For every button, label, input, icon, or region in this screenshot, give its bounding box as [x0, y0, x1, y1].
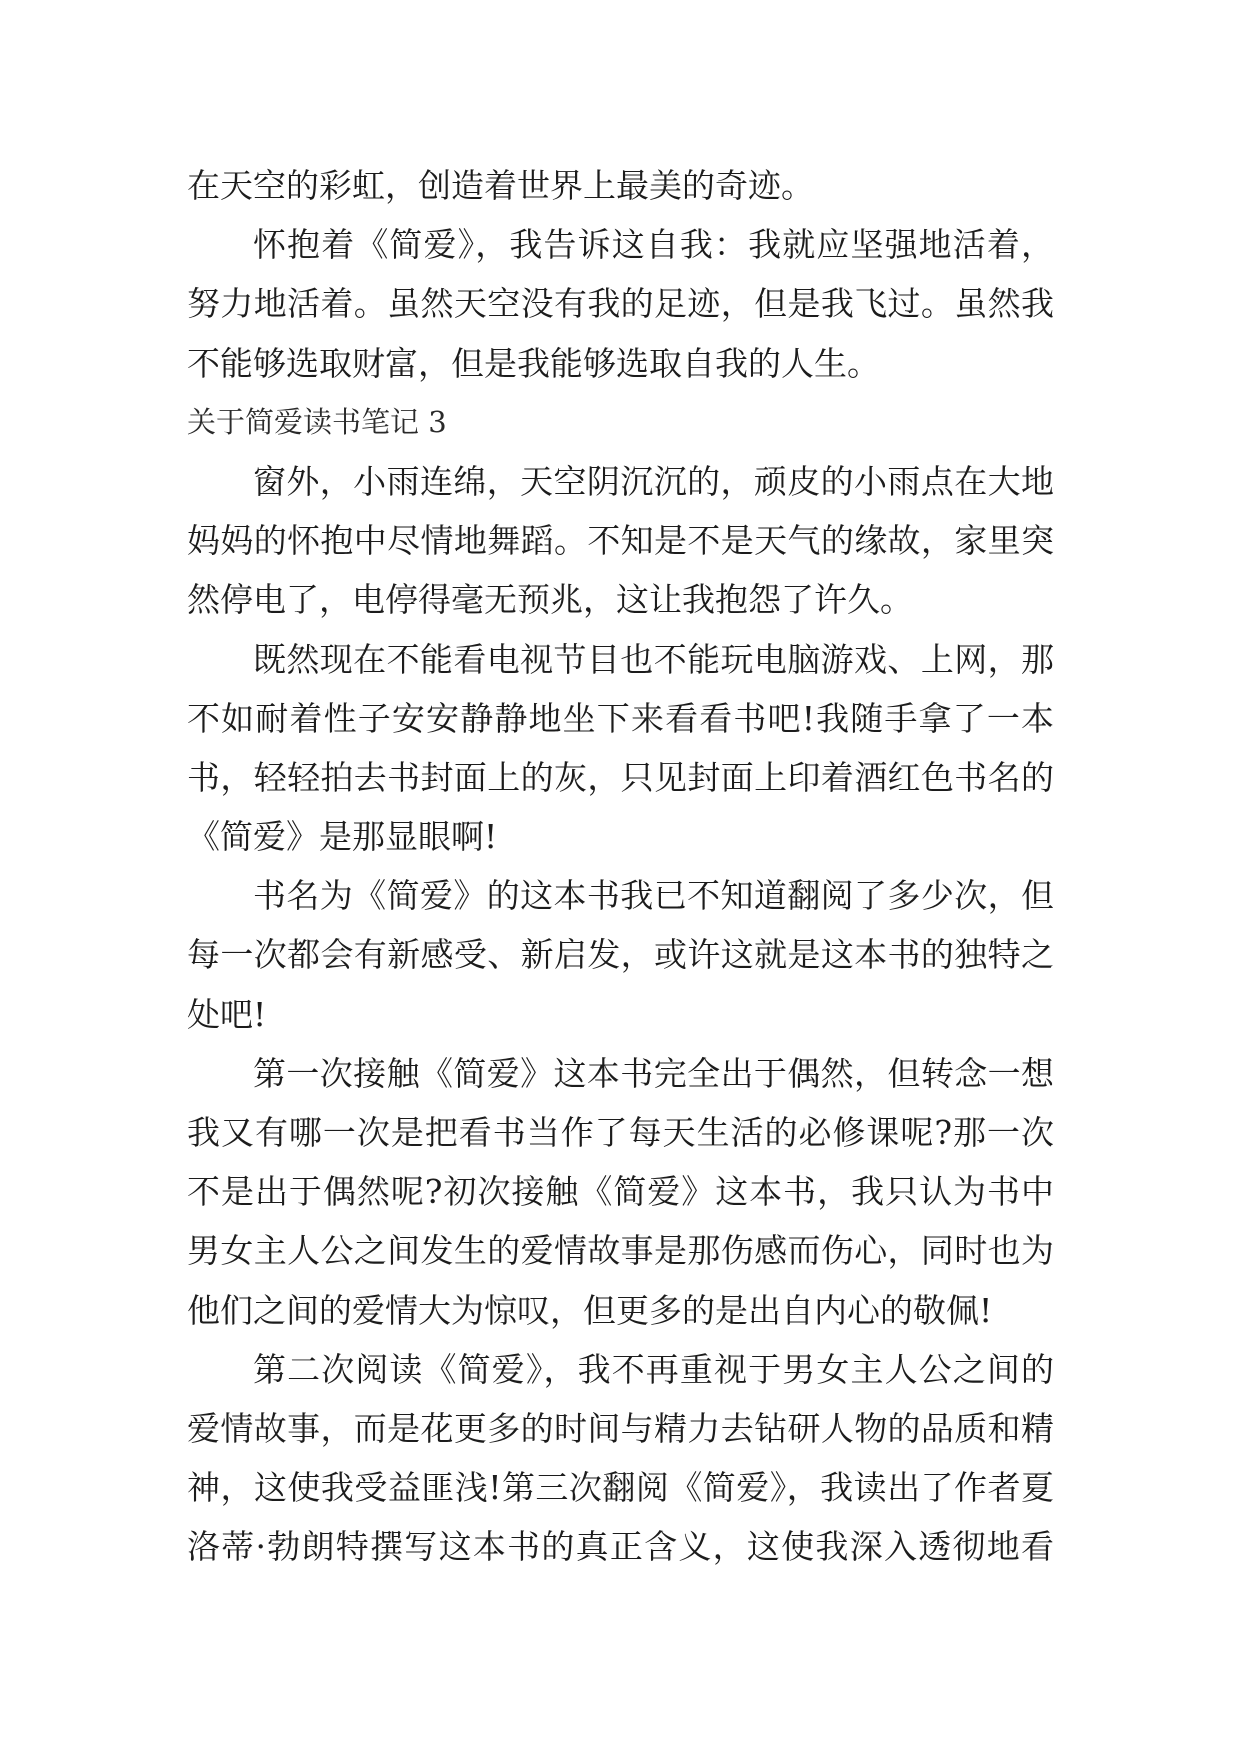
text-line: 妈妈的怀抱中尽情地舞蹈。不知是不是天气的缘故，家里突	[187, 521, 1054, 561]
text-line: 每一次都会有新感受、新启发，或许这就是这本书的独特之	[187, 935, 1054, 975]
text-line: 我又有哪一次是把看书当作了每天生活的必修课呢?那一次	[187, 1113, 1054, 1152]
text-line: 在天空的彩虹，创造着世界上最美的奇迹。	[187, 166, 814, 205]
text-line: 不是出于偶然呢?初次接触《简爱》这本书，我只认为书中	[187, 1172, 1054, 1212]
text-line: 第一次接触《简爱》这本书完全出于偶然，但转念一想	[253, 1053, 1054, 1093]
paragraph	[187, 215, 1054, 393]
text-line: 不如耐着性子安安静静地坐下来看看书吧!我随手拿了一本	[187, 698, 1054, 738]
paragraph	[187, 1340, 1054, 1577]
text-line: 男女主人公之间发生的爱情故事是那伤感而伤心，同时也为	[187, 1231, 1054, 1271]
text-line: 处吧!	[187, 994, 267, 1034]
paragraph	[187, 452, 1054, 630]
text-line: 怀抱着《简爱》，我告诉这自我：我就应坚强地活着，	[253, 225, 1054, 265]
text-line: 他们之间的爱情大为惊叹，但更多的是出自内心的敬佩!	[187, 1290, 993, 1330]
paragraph	[187, 866, 1054, 1044]
text-line: 不能够选取财富，但是我能够选取自我的人生。	[187, 343, 880, 383]
text-line: 《简爱》是那显眼啊!	[187, 817, 498, 857]
paragraph	[187, 630, 1054, 867]
paragraph	[187, 1044, 1054, 1340]
section-title: 关于简爱读书笔记 3	[187, 404, 447, 439]
text-line: 爱情故事，而是花更多的时间与精力去钻研人物的品质和精	[187, 1408, 1054, 1448]
text-line: 第二次阅读《简爱》，我不再重视于男女主人公之间的	[253, 1349, 1054, 1389]
paragraph	[187, 156, 1054, 215]
text-line: 然停电了，电停得毫无预兆，这让我抱怨了许久。	[187, 580, 913, 620]
text-line: 既然现在不能看电视节目也不能玩电脑游戏、上网，那	[253, 639, 1054, 679]
text-line: 书名为《简爱》的这本书我已不知道翻阅了多少次，但	[253, 876, 1054, 916]
text-line: 窗外，小雨连绵，天空阴沉沉的，顽皮的小雨点在大地	[253, 461, 1054, 501]
text-line: 努力地活着。虽然天空没有我的足迹，但是我飞过。虽然我	[187, 284, 1054, 324]
text-line: 神，这使我受益匪浅!第三次翻阅《简爱》，我读出了作者夏	[187, 1468, 1054, 1508]
text-line: 书，轻轻拍去书封面上的灰，只见封面上印着酒红色书名的	[187, 757, 1054, 797]
text-block	[187, 156, 1054, 1577]
text-line: 洛蒂·勃朗特撰写这本书的真正含义，这使我深入透彻地看	[187, 1527, 1054, 1567]
